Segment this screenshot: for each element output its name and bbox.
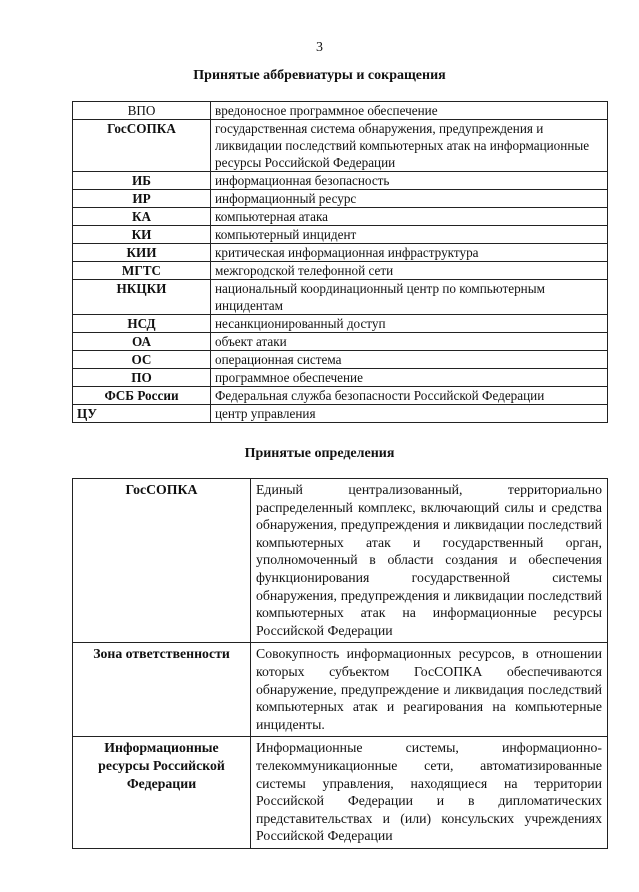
abbreviation-term: ГосСОПКА	[73, 120, 211, 172]
table-row	[73, 351, 608, 369]
page-number: 3	[316, 40, 323, 55]
abbreviation-term: КИИ	[73, 244, 211, 262]
abbreviation-meaning: критическая информационная инфраструктура	[211, 244, 608, 262]
table-row	[73, 333, 608, 351]
abbreviation-term: КА	[73, 208, 211, 226]
abbreviation-term: ИР	[73, 190, 211, 208]
table-row	[73, 262, 608, 280]
table-row	[73, 643, 608, 737]
abbreviation-meaning: компьютерный инцидент	[211, 226, 608, 244]
abbreviation-meaning: национальный координационный центр по компьютерным инцидентам	[211, 280, 608, 315]
table-row	[73, 315, 608, 333]
definition-text: Информационные системы, информационно-телекоммуникационные сети, автоматизированные системы управления, находящиеся на территории Российской Федерации и в дипломатических представительствах и (или) консульских учреждениях Российской Федерации	[251, 737, 608, 849]
abbreviation-meaning: операционная система	[211, 351, 608, 369]
abbreviation-term: ЦУ	[73, 405, 211, 423]
abbreviation-term: НСД	[73, 315, 211, 333]
table-row	[73, 244, 608, 262]
abbreviations-title: Принятые аббревиатуры и сокращения	[193, 68, 446, 83]
abbreviation-meaning: межгородской телефонной сети	[211, 262, 608, 280]
abbreviation-meaning: несанкционированный доступ	[211, 315, 608, 333]
definition-text: Совокупность информационных ресурсов, в отношении которых субъектом ГосСОПКА обеспечиваются обнаружение, предупреждение и ликвидация последствий компьютерных атак и реагирования на компьютерные инциденты.	[251, 643, 608, 737]
abbreviation-meaning: информационная безопасность	[211, 172, 608, 190]
table-row	[73, 208, 608, 226]
abbreviation-meaning: государственная система обнаружения, предупреждения и ликвидации последствий компьютерных атак на информационные ресурсы Российской Федерации	[211, 120, 608, 172]
abbreviation-meaning: компьютерная атака	[211, 208, 608, 226]
definition-text: Единый централизованный, территориально распределенный комплекс, включающий силы и средства обнаружения, предупреждения и ликвидации последствий компьютерных атак и государственный орган, уполномоченный в области создания и обеспечения функционирования государственной системы обнаружения, предупреждения и ликвидации последствий компьютерных атак на информационные ресурсы Российской Федерации	[251, 479, 608, 643]
abbreviations-table	[72, 101, 608, 423]
table-row	[73, 120, 608, 172]
table-row	[73, 190, 608, 208]
table-row	[73, 737, 608, 849]
definitions-table	[72, 478, 608, 849]
abbreviation-term: ИБ	[73, 172, 211, 190]
table-row	[73, 280, 608, 315]
abbreviation-term: ВПО	[73, 102, 211, 120]
abbreviation-meaning: центр управления	[211, 405, 608, 423]
table-row	[73, 226, 608, 244]
table-row	[73, 405, 608, 423]
abbreviation-meaning: объект атаки	[211, 333, 608, 351]
table-row	[73, 387, 608, 405]
abbreviation-term: КИ	[73, 226, 211, 244]
table-row	[73, 102, 608, 120]
abbreviation-meaning: информационный ресурс	[211, 190, 608, 208]
abbreviation-term: ПО	[73, 369, 211, 387]
abbreviation-meaning: программное обеспечение	[211, 369, 608, 387]
definitions-title: Принятые определения	[244, 446, 395, 461]
abbreviation-term: МГТС	[73, 262, 211, 280]
abbreviation-meaning: Федеральная служба безопасности Российской Федерации	[211, 387, 608, 405]
table-row	[73, 172, 608, 190]
abbreviation-term: ФСБ России	[73, 387, 211, 405]
definition-term: ГосСОПКА	[73, 479, 251, 643]
abbreviation-term: ОА	[73, 333, 211, 351]
table-row	[73, 369, 608, 387]
abbreviation-term: НКЦКИ	[73, 280, 211, 315]
definition-term: Зона ответственности	[73, 643, 251, 737]
definition-term: Информационные ресурсы Российской Федерации	[73, 737, 251, 849]
abbreviation-term: ОС	[73, 351, 211, 369]
table-row	[73, 479, 608, 643]
abbreviation-meaning: вредоносное программное обеспечение	[211, 102, 608, 120]
